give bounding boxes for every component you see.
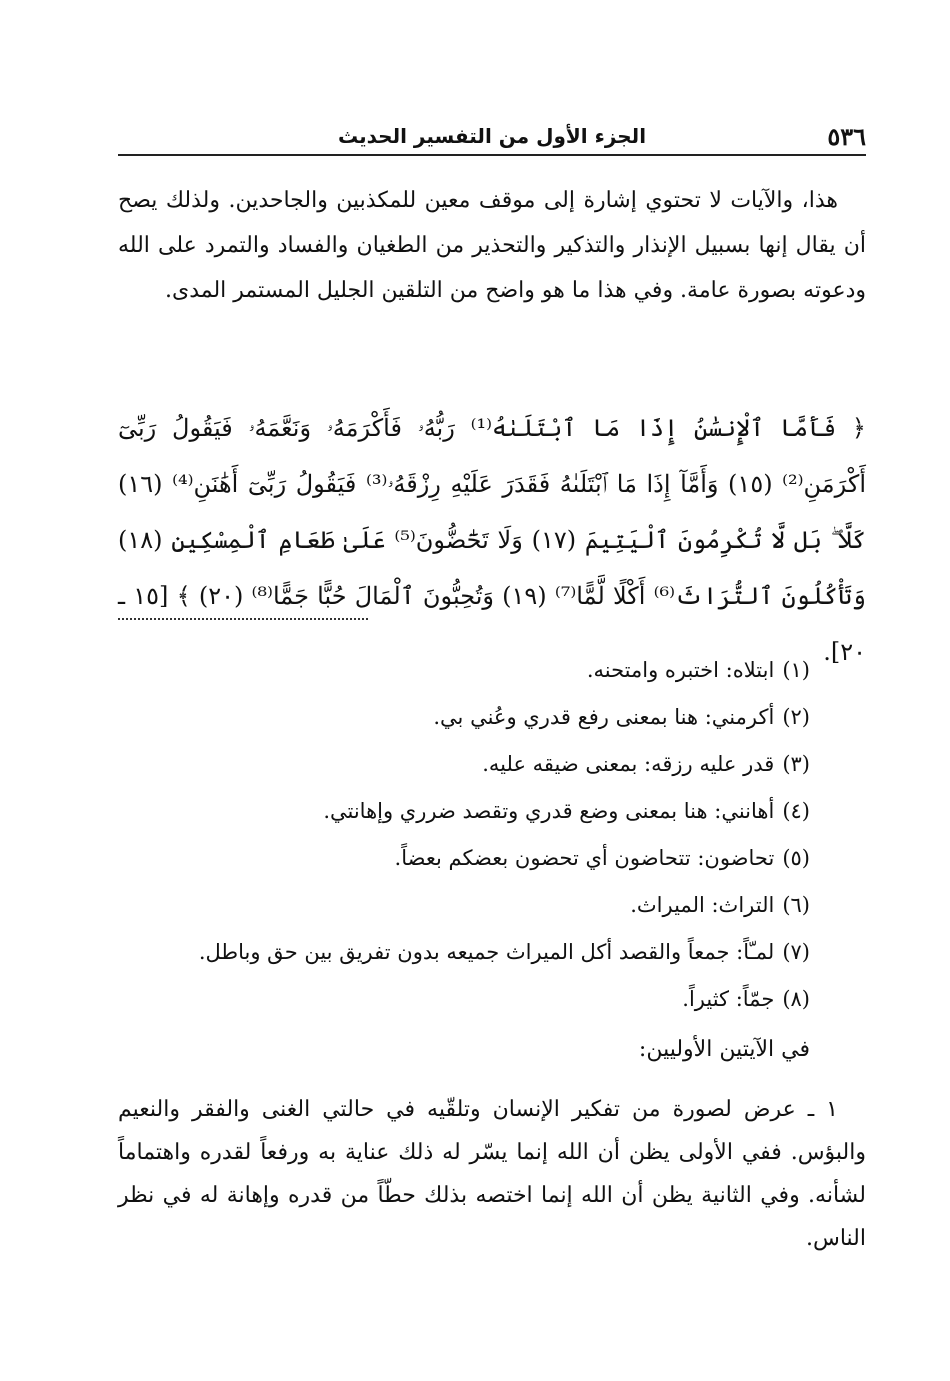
footnote-text: تحاضون: تتحاضون أي تحضون بعضكم بعضاً. bbox=[394, 846, 775, 870]
footnote-number: (١) bbox=[782, 658, 810, 682]
footnote-number: (٤) bbox=[782, 799, 810, 823]
footnote-separator bbox=[118, 618, 368, 620]
section-subheading: في الآيتين الأوليين: bbox=[638, 1037, 810, 1062]
footnote-number: (٧) bbox=[782, 940, 810, 964]
footnote-item bbox=[118, 885, 866, 932]
footnote-number: (٦) bbox=[782, 893, 810, 917]
footnote-item bbox=[118, 744, 866, 791]
footnote-text: قدر عليه رزقه: بمعنى ضيقه عليه. bbox=[482, 752, 775, 776]
commentary-paragraph: ١ ـ عرض لصورة من تفكير الإنسان وتلقّيه في حالتي الغنى والفقر والنعيم والبؤس. ففي الأولى يظن أن الله إنما يسّر له ذلك عناية به ورفعاً لقدره واهتماماً لشأنه. وفي الثانية يظن أن الله إنما اختصه بذلك حطّاً من قدره وإهانة له في نظر الناس. bbox=[118, 1097, 866, 1251]
footnote-item bbox=[118, 650, 866, 697]
footnote-text: لمـّاً: جمعاً والقصد أكل الميراث جميعه بدون تفريق بين حق وباطل. bbox=[198, 940, 775, 964]
footnote-number: (٨) bbox=[782, 987, 810, 1011]
footnote-text: ابتلاه: اختبره وامتحنه. bbox=[586, 658, 775, 682]
intro-paragraph: هذا، والآيات لا تحتوي إشارة إلى موقف معين للمكذبين والجاحدين. ولذلك يصح أن يقال إنها بسبيل الإنذار والتذكير والتحذير من الطغيان والفساد والتمرد على الله ودعوته بصورة عامة. وفي هذا ما هو واضح من التلقين الجليل المستمر المدى. bbox=[118, 188, 866, 303]
footnote-item bbox=[118, 697, 866, 744]
footnote-text: جمّاً: كثيراً. bbox=[682, 987, 775, 1011]
page-header bbox=[118, 118, 866, 156]
running-title: الجزء الأول من التفسير الحديث bbox=[337, 124, 647, 148]
footnote-item bbox=[118, 791, 866, 838]
footnote-item bbox=[118, 979, 866, 1026]
page bbox=[118, 0, 866, 1381]
quran-verses: ﴿ فَأَمَّا ٱلْإِنسَٰنُ إِذَا مَا ٱبْتَلَىٰهُ⁽¹⁾ رَبُّهُۥ فَأَكْرَمَهُۥ وَنَعَّمَهُۥ فَيَقُولُ رَبِّىٓ أَكْرَمَنِ⁽²⁾ (١٥) وَأَمَّآ إِذَا مَا ٱبْتَلَىٰهُ فَقَدَرَ عَلَيْهِ رِزْقَهُۥ⁽³⁾ فَيَقُولُ رَبِّىٓ أَهَٰنَنِ⁽⁴⁾ (١٦) كَلَّا ۖ بَل لَّا تُكْرِمُونَ ٱلْيَتِيمَ (١٧) وَلَا تَحَٰٓضُّونَ⁽⁵⁾ عَلَىٰ طَعَامِ ٱلْمِسْكِينِ (١٨) وَتَأْكُلُونَ ٱلتُّرَاثَ⁽⁶⁾ أَكْلًا لَّمًّا⁽⁷⁾ (١٩) وَتُحِبُّونَ ٱلْمَالَ حُبًّا جَمًّا⁽⁸⁾ (٢٠) ﴾ [١٥ ـ ٢٠]. bbox=[118, 414, 866, 666]
footnotes-list bbox=[118, 650, 866, 1026]
footnote-number: (٥) bbox=[782, 846, 810, 870]
footnote-item bbox=[118, 932, 866, 979]
footnote-text: التراث: الميراث. bbox=[630, 893, 775, 917]
footnote-number: (٢) bbox=[782, 705, 810, 729]
footnote-text: أهانني: هنا بمعنى وضع قدري وتقصد ضرري وإهانتي. bbox=[323, 799, 775, 823]
footnote-item bbox=[118, 838, 866, 885]
footnote-text: أكرمني: هنا بمعنى رفع قدري وعُني بي. bbox=[433, 705, 775, 729]
page-number: ٥٣٦ bbox=[827, 122, 866, 151]
footnote-number: (٣) bbox=[782, 752, 810, 776]
